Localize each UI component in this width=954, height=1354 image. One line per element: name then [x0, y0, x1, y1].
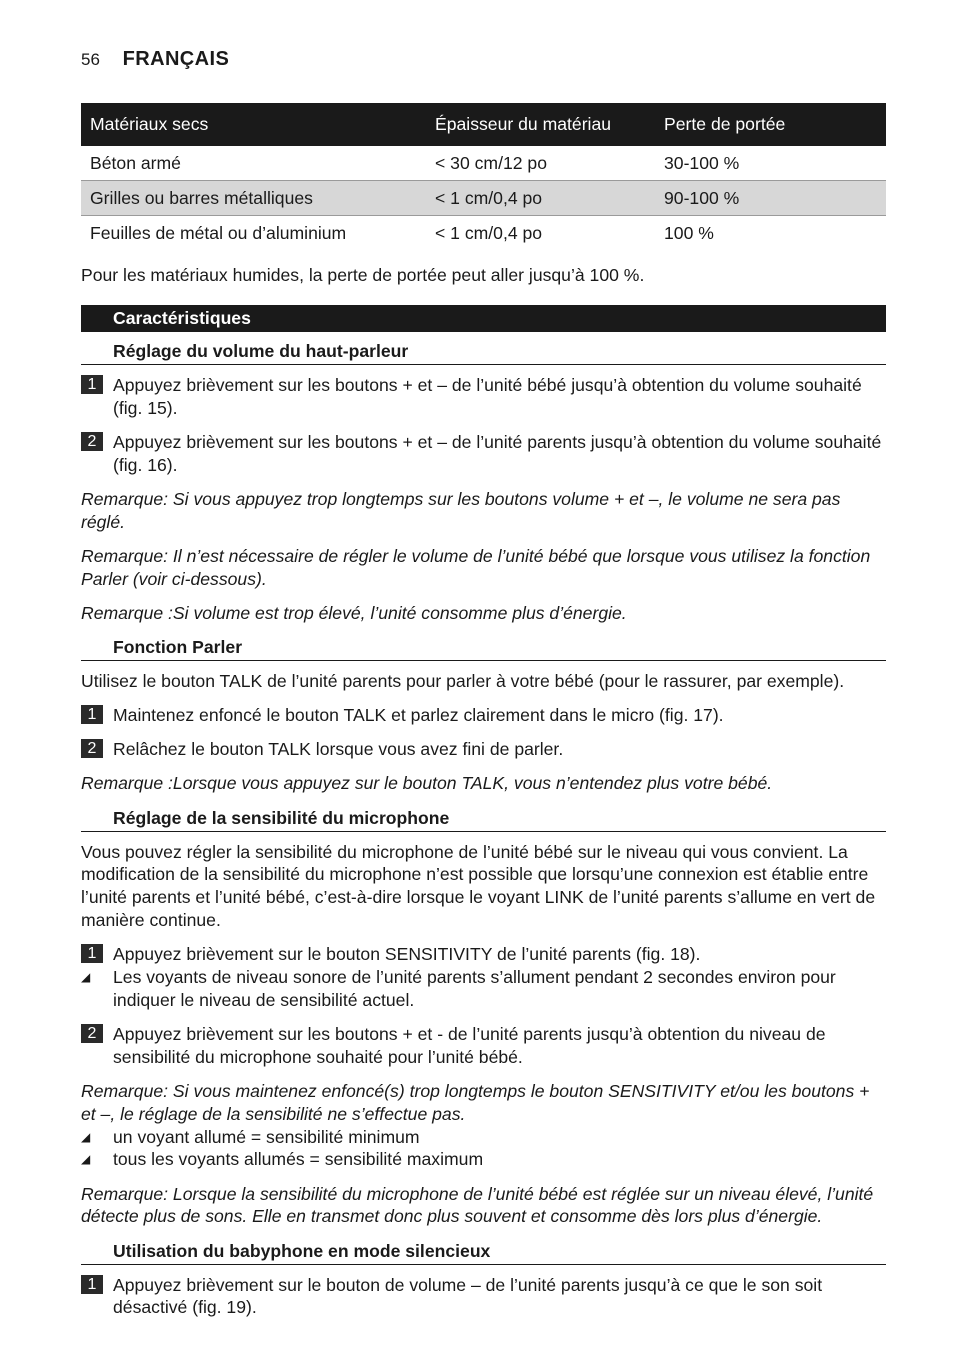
- step-text: Appuyez brièvement sur les boutons + et – de l’unité parents jusqu’à obtention du volume souhaité (fig. 16).: [113, 431, 882, 475]
- triangle-bullet-icon: ◢: [81, 1129, 91, 1144]
- step-text: Appuyez brièvement sur les boutons + et - de l’unité parents jusqu’à obtention du niveau de sensibilité du microphone souhaité pour l’unité bébé.: [113, 1024, 826, 1067]
- section-title: Caractéristiques: [81, 305, 886, 332]
- column-header: Perte de portée: [655, 103, 886, 146]
- table-row: [81, 146, 886, 181]
- sensitivity-heading: Réglage de la sensibilité du microphone: [81, 807, 886, 832]
- talk-intro: Utilisez le bouton TALK de l’unité parents pour parler à votre bébé (pour le rassurer, par exemple).: [81, 670, 845, 691]
- note-text: Remarque :Lorsque vous appuyez sur le bouton TALK, vous n’entendez plus votre bébé.: [81, 773, 773, 794]
- table-row: [81, 216, 886, 251]
- step-item: [81, 704, 886, 727]
- note-text: Remarque: Si vous maintenez enfoncé(s) trop longtemps le bouton SENSITIVITY et/ou les boutons + et –, le réglage de la sensibilité ne s’effectue pas.: [81, 1081, 870, 1124]
- step-item: [81, 738, 886, 761]
- table-cell: 100 %: [664, 222, 714, 243]
- list-item-text: un voyant allumé = sensibilité minimum: [113, 1126, 420, 1147]
- table-header-row: [81, 103, 886, 146]
- step-text: Appuyez brièvement sur les boutons + et – de l’unité bébé jusqu’à obtention du volume souhaité (fig. 15).: [113, 374, 862, 418]
- step-number: 2: [81, 739, 103, 758]
- table-cell: 30-100 %: [655, 146, 886, 181]
- table-cell: < 30 cm/12 po: [426, 146, 655, 181]
- step-number: 1: [81, 944, 103, 963]
- list-item-text: tous les voyants allumés = sensibilité maximum: [113, 1149, 484, 1170]
- sensitivity-intro: Vous pouvez régler la sensibilité du microphone de l’unité bébé sur le niveau qui vous convient. La modification de la sensibilité du microphone n’est possible que lorsqu’une connexion est établie entre l’unité parents et l’unité bébé, c’est-à-dire lorsque le voyant LINK de l’unité parents s’allume en vert de manière continue.: [81, 841, 876, 931]
- triangle-bullet-icon: ◢: [81, 1152, 91, 1167]
- step-item: [81, 431, 886, 477]
- note-text: Remarque: Si vous appuyez trop longtemps sur les boutons volume + et –, le volume ne sera pas réglé.: [81, 488, 841, 532]
- volume-heading: Réglage du volume du haut-parleur: [81, 340, 886, 365]
- materials-table: [81, 103, 886, 250]
- table-row: [81, 181, 886, 216]
- step-item: [81, 943, 886, 966]
- step-number: 1: [81, 1275, 103, 1294]
- note-text: Remarque :Si volume est trop élevé, l’unité consomme plus d’énergie.: [81, 602, 627, 623]
- step-text: Maintenez enfoncé le bouton TALK et parlez clairement dans le micro (fig. 17).: [113, 705, 724, 726]
- step-number: 2: [81, 1024, 103, 1043]
- result-text: Les voyants de niveau sonore de l’unité parents s’allument pendant 2 secondes environ pour indiquer le niveau de sensibilité actuel.: [113, 967, 836, 1010]
- column-header: Matériaux secs: [81, 103, 426, 146]
- page-number: 56: [81, 50, 100, 69]
- step-item: [81, 1023, 886, 1069]
- step-text: Relâchez le bouton TALK lorsque vous avez fini de parler.: [113, 739, 564, 760]
- step-text: Appuyez brièvement sur le bouton SENSITIVITY de l’unité parents (fig. 18).: [113, 944, 701, 965]
- list-item: [81, 1126, 886, 1149]
- page-header: [81, 48, 229, 72]
- talk-heading: Fonction Parler: [81, 636, 886, 661]
- triangle-bullet-icon: ◢: [81, 970, 91, 985]
- table-cell: < 1 cm/0,4 po: [435, 222, 543, 243]
- silent-heading: Utilisation du babyphone en mode silencieux: [81, 1240, 886, 1265]
- step-item: [81, 374, 886, 420]
- table-cell: Feuilles de métal ou d’aluminium: [90, 222, 347, 243]
- table-cell: Béton armé: [81, 146, 426, 181]
- step-number: 1: [81, 705, 103, 724]
- result-item: [81, 966, 886, 1012]
- content-flow: [81, 264, 886, 1331]
- step-number: 1: [81, 375, 103, 394]
- note-text: Remarque: Lorsque la sensibilité du microphone de l’unité bébé est réglée sur un niveau élevé, l’unité détecte plus de sons. Elle en transmet donc plus souvent et consomme dès lors plus d’énergie.: [81, 1183, 874, 1227]
- table-cell: Grilles ou barres métalliques: [81, 181, 426, 216]
- step-text: Appuyez brièvement sur le bouton de volume – de l’unité parents jusqu’à ce que le son soit désactivé (fig. 19).: [113, 1274, 823, 1318]
- note-text: Remarque: Il n’est nécessaire de régler le volume de l’unité bébé que lorsque vous utilisez la fonction Parler (voir ci-dessous).: [81, 545, 871, 589]
- language-title: FRANÇAIS: [122, 48, 230, 70]
- wet-materials-note: Pour les matériaux humides, la perte de portée peut aller jusqu’à 100 %.: [81, 265, 645, 285]
- step-item: [81, 1274, 886, 1320]
- list-item: [81, 1148, 886, 1171]
- table-cell: < 1 cm/0,4 po: [426, 181, 655, 216]
- step-number: 2: [81, 432, 103, 451]
- table-cell: 90-100 %: [655, 181, 886, 216]
- column-header: Épaisseur du matériau: [426, 103, 655, 146]
